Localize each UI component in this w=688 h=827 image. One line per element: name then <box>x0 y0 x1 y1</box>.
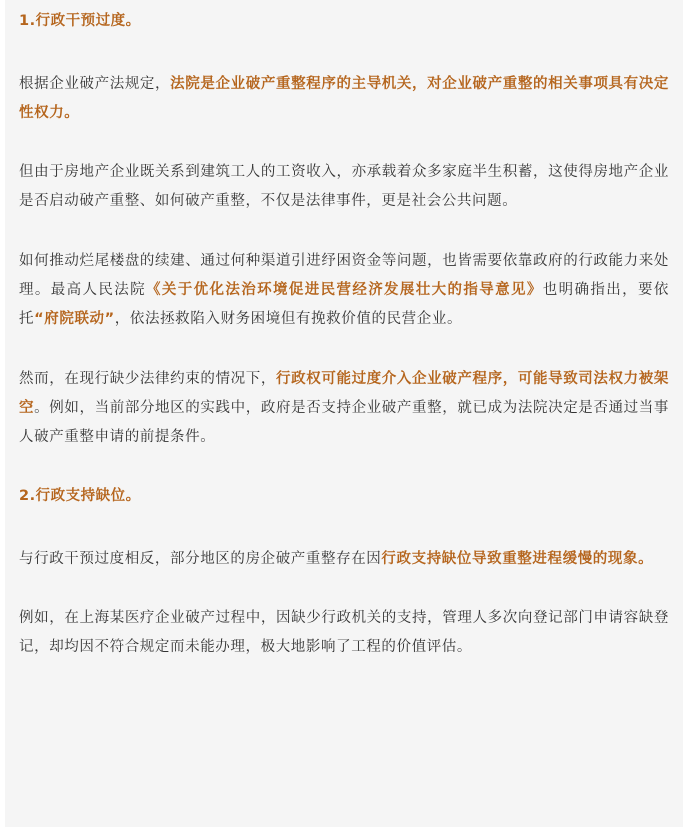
paragraph-3 <box>19 247 669 334</box>
highlighted-text: “府院联动” <box>34 311 115 327</box>
paragraph-text: 但由于房地产企业既关系到建筑工人的工资收入，亦承载着众多家庭半生积蓄，这使得房地产企业是否启动破产重整、如何破产重整，不仅是法律事件，更是社会公共问题。 <box>19 164 669 209</box>
paragraph-text: 根据企业破产法规定， <box>19 76 171 92</box>
article-body <box>5 0 683 827</box>
paragraph-text: 。例如，当前部分地区的实践中，政府是否支持企业破产重整，就已成为法院决定是否通过当事人破产重整申请的前提条件。 <box>19 400 669 445</box>
paragraph-text: 例如，在上海某医疗企业破产过程中，因缺少行政机关的支持，管理人多次向登记部门申请容缺登记，却均因不符合规定而未能办理，极大地影响了工程的价值评估。 <box>19 610 669 655</box>
paragraph-text: 然而，在现行缺少法律约束的情况下， <box>19 371 276 387</box>
section-heading-2: 2.行政支持缺位。 <box>19 488 141 504</box>
section-heading-1: 1.行政干预过度。 <box>19 13 141 29</box>
paragraph-text: 如何推动烂尾楼盘的续建、通过何种渠道引进纾困资金等问题，也皆需要依靠政府的行政能力来处理。最高人民法院 <box>19 253 669 298</box>
paragraph-text: ，依法拯救陷入财务困境但有挽救价值的民营企业。 <box>114 311 463 327</box>
paragraph-text: 与行政干预过度相反，部分地区的房企破产重整存在因 <box>19 551 382 567</box>
paragraph-5 <box>19 545 669 574</box>
highlighted-text: 行政支持缺位导致重整进程缓慢的现象。 <box>381 551 654 567</box>
highlighted-text: 行政权可能过度介入企业破产程序，可能导致司法权力被架空 <box>19 371 669 416</box>
highlighted-text: 法院是企业破产重整程序的主导机关，对企业破产重整的相关事项具有决定性权力。 <box>19 76 670 121</box>
paragraph-4 <box>19 365 669 452</box>
paragraph-6 <box>19 604 669 662</box>
highlighted-text: 《关于优化法治环境促进民营经济发展壮大的指导意见》 <box>145 282 543 298</box>
paragraph-text: 也明确指出，要依托 <box>19 282 669 327</box>
paragraph-2 <box>19 158 669 216</box>
paragraph-1 <box>19 70 669 128</box>
